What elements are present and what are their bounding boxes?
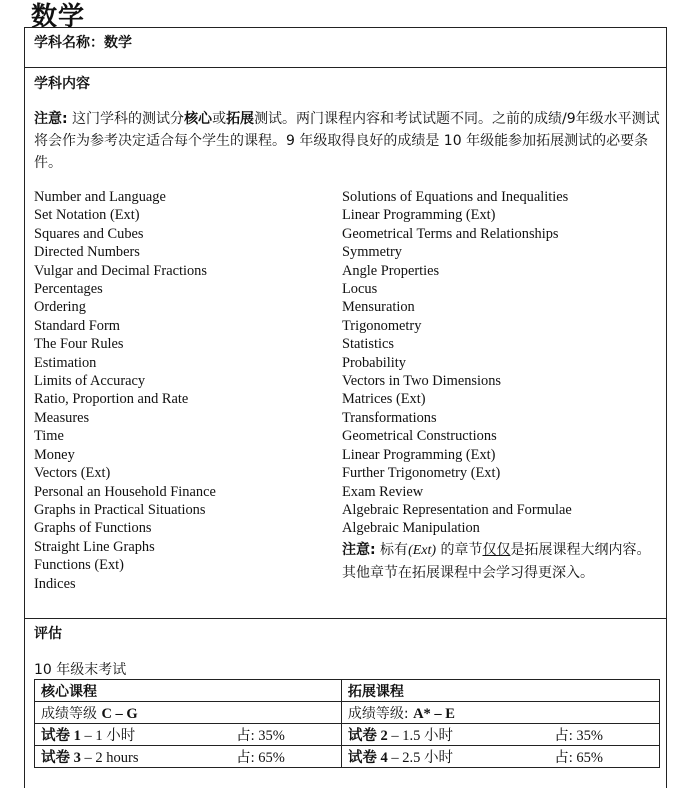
paper-4-cell bbox=[341, 746, 659, 768]
topic-item: Straight Line Graphs bbox=[34, 538, 155, 555]
extended-header: 拓展课程 bbox=[341, 680, 659, 702]
subject-name-box bbox=[24, 27, 667, 68]
topic-item: Vulgar and Decimal Fractions bbox=[34, 262, 207, 279]
topic-item: Graphs in Practical Situations bbox=[34, 501, 206, 518]
topic-item: Indices bbox=[34, 575, 76, 592]
topic-item: Matrices (Ext) bbox=[342, 391, 426, 408]
topic-item: Locus bbox=[342, 281, 378, 298]
content-label: 学科内容 bbox=[34, 76, 90, 92]
paper-4-weight: 占: 65% bbox=[554, 750, 603, 766]
topic-item: Number and Language bbox=[34, 189, 166, 205]
exam-table bbox=[34, 679, 660, 768]
paper-4-name: 试卷 4 bbox=[347, 750, 388, 766]
topic-item: Probability bbox=[342, 354, 406, 371]
note-or: 或 bbox=[212, 111, 227, 127]
paper-2-name: 试卷 2 bbox=[347, 728, 388, 744]
paper-2-weight: 占: 35% bbox=[554, 728, 603, 744]
topic-item: Linear Programming (Ext) bbox=[342, 446, 496, 463]
paper-3-weight: 占: 65% bbox=[236, 750, 285, 766]
note-core: 核心 bbox=[184, 111, 213, 127]
core-grade-value: C – G bbox=[101, 705, 138, 722]
ext-note-text-3: 是拓展课程大纲内容。其他章节在拓展课程中会学习得更深入。 bbox=[342, 541, 651, 581]
topic-item: Further Trigonometry (Ext) bbox=[342, 465, 501, 482]
year-exam-label: 10 年级末考试 bbox=[34, 662, 127, 678]
topic-item: Functions (Ext) bbox=[34, 557, 124, 574]
assessment-label: 评估 bbox=[34, 626, 62, 642]
ext-note-ext: (Ext) bbox=[408, 542, 437, 558]
paper-3-name: 试卷 3 bbox=[41, 750, 81, 766]
table-row bbox=[35, 702, 660, 724]
paper-4-time: – 2.5 小时 bbox=[387, 750, 454, 766]
core-header: 核心课程 bbox=[35, 680, 342, 702]
paper-2-cell bbox=[341, 724, 659, 746]
extended-grade-value: A* – E bbox=[413, 705, 455, 722]
topic-item: Algebraic Manipulation bbox=[342, 520, 480, 537]
subject-name-label: 学科名称：数学 bbox=[34, 35, 132, 51]
topic-item: Geometrical Terms and Relationships bbox=[342, 225, 559, 242]
page-title: 数学 bbox=[31, 2, 86, 32]
topic-item: Time bbox=[34, 428, 64, 445]
course-note bbox=[34, 108, 662, 174]
topic-item: Exam Review bbox=[342, 483, 424, 500]
core-grade-label: 成绩等级 bbox=[41, 705, 102, 722]
topic-item: Limits of Accuracy bbox=[34, 373, 146, 390]
assessment-box bbox=[24, 618, 667, 788]
table-row bbox=[35, 746, 660, 768]
ext-note-text-1: 标有 bbox=[375, 541, 409, 558]
topic-item: Estimation bbox=[34, 354, 97, 371]
note-extended: 拓展 bbox=[226, 111, 255, 127]
ext-note bbox=[342, 539, 664, 584]
topic-item: Graphs of Functions bbox=[34, 520, 152, 537]
topic-item: Geometrical Constructions bbox=[342, 428, 497, 445]
paper-1-weight: 占: 35% bbox=[236, 728, 285, 744]
paper-1-name: 试卷 1 bbox=[41, 728, 81, 744]
topics-left-column bbox=[34, 188, 216, 593]
topic-item: Directed Numbers bbox=[34, 244, 140, 261]
paper-1-cell bbox=[35, 724, 342, 746]
topic-item: Vectors in Two Dimensions bbox=[342, 373, 502, 390]
topic-item: Algebraic Representation and Formulae bbox=[342, 501, 572, 518]
topic-item: Symmetry bbox=[342, 244, 402, 261]
topic-item: Statistics bbox=[342, 336, 394, 353]
paper-1-time: – 1 小时 bbox=[80, 728, 136, 744]
note-text-2: 测试。两门课程内容和考试试题不同。之前的成绩/9年级水平测试将会作为参考决定适合每个学生的课程。9 年级取得良好的成绩是 10 年级能参加拓展测试的必要条件。 bbox=[34, 111, 660, 171]
ext-note-prefix: 注意: bbox=[342, 541, 376, 558]
note-text-1: 这门学科的测试分 bbox=[67, 111, 185, 127]
subject-content-box bbox=[24, 67, 667, 619]
ext-note-text-2: 的章节 bbox=[436, 541, 483, 558]
topic-item: Solutions of Equations and Inequalities bbox=[342, 189, 569, 205]
topic-item: Squares and Cubes bbox=[34, 225, 144, 242]
ext-note-only: 仅仅 bbox=[482, 541, 511, 558]
paper-3-time: – 2 hours bbox=[80, 750, 139, 766]
topic-item: Set Notation (Ext) bbox=[34, 207, 140, 224]
topic-item: Percentages bbox=[34, 281, 103, 298]
paper-3-cell bbox=[35, 746, 342, 768]
topic-item: Trigonometry bbox=[342, 317, 422, 334]
topic-item: Linear Programming (Ext) bbox=[342, 207, 496, 224]
topics-right-list bbox=[342, 188, 662, 538]
topic-item: Ordering bbox=[34, 299, 86, 316]
paper-2-time: – 1.5 小时 bbox=[387, 728, 454, 744]
note-prefix: 注意: bbox=[34, 111, 68, 127]
topic-item: Standard Form bbox=[34, 317, 120, 334]
topic-item: The Four Rules bbox=[34, 336, 124, 353]
topic-item: Money bbox=[34, 446, 75, 463]
extended-grade bbox=[341, 702, 659, 724]
extended-grade-label: 成绩等级: bbox=[347, 705, 414, 722]
topic-item: Mensuration bbox=[342, 299, 415, 316]
topic-item: Personal an Household Finance bbox=[34, 483, 216, 500]
table-row bbox=[35, 680, 660, 702]
core-grade bbox=[35, 702, 342, 724]
topic-item: Angle Properties bbox=[342, 262, 440, 279]
topic-item: Vectors (Ext) bbox=[34, 465, 111, 482]
topic-item: Transformations bbox=[342, 409, 437, 426]
topic-item: Measures bbox=[34, 409, 90, 426]
topics-right-column bbox=[342, 188, 662, 584]
table-row bbox=[35, 724, 660, 746]
topic-item: Ratio, Proportion and Rate bbox=[34, 391, 189, 408]
